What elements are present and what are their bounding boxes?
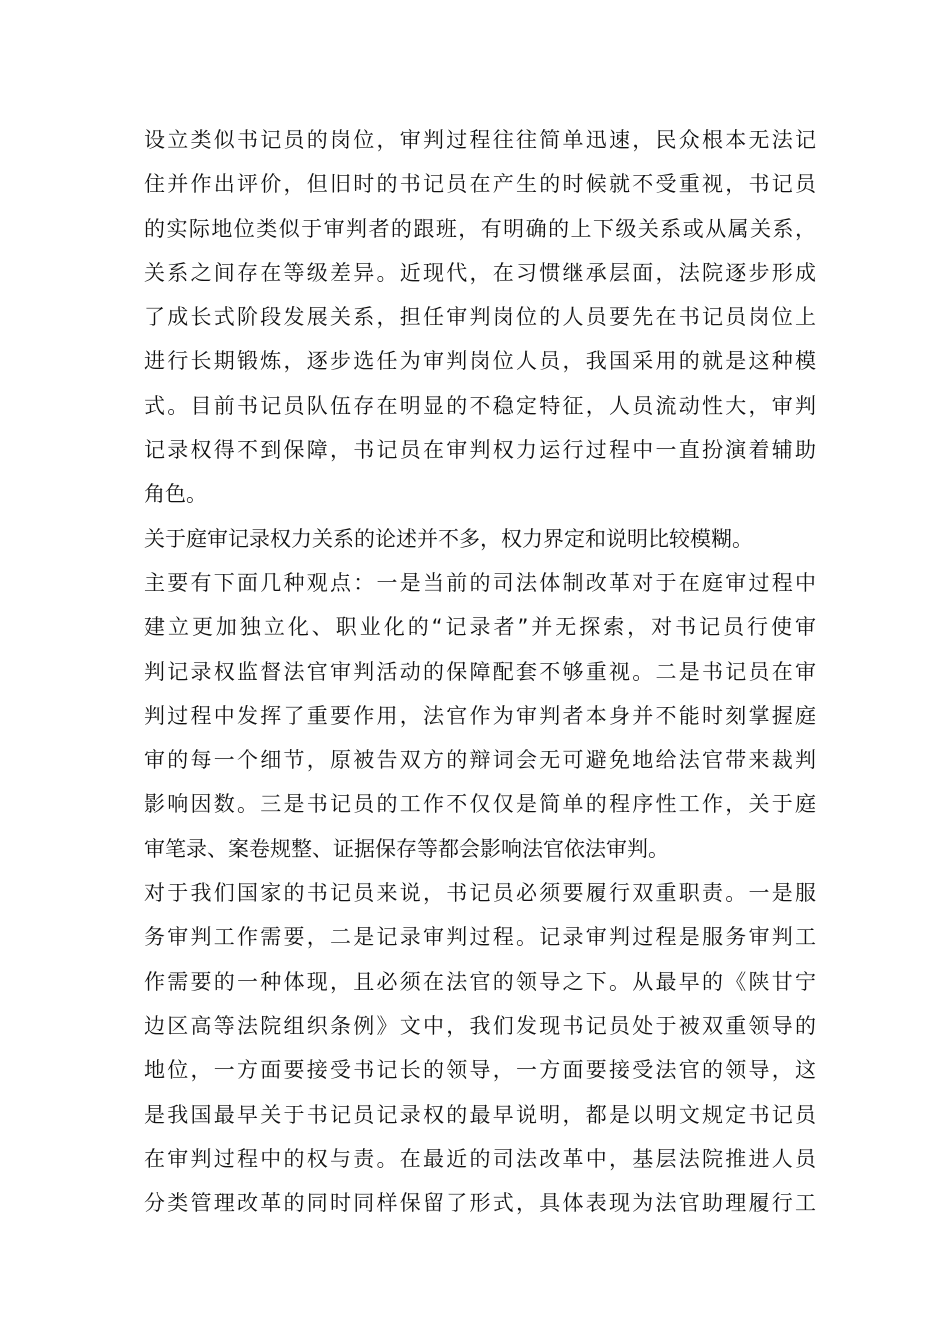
text-line: 记录权得不到保障，书记员在审判权力运行过程中一直扮演着辅助 xyxy=(144,438,816,463)
text-line: 是我国最早关于书记员记录权的最早说明，都是以明文规定书记员 xyxy=(144,1102,816,1127)
text-line: 对于我们国家的书记员来说，书记员必须要履行双重职责。一是服 xyxy=(144,881,816,906)
text-line: 式。目前书记员队伍存在明显的不稳定特征，人员流动性大，审判 xyxy=(144,393,816,418)
text-line: 作需要的一种体现，且必须在法官的领导之下。从最早的《陕甘宁 xyxy=(144,969,816,994)
text-line: 进行长期锻炼，逐步选任为审判岗位人员，我国采用的就是这种模 xyxy=(144,349,816,374)
text-line: 主要有下面几种观点：一是当前的司法体制改革对于在庭审过程中 xyxy=(144,570,816,595)
text-line: 住并作出评价，但旧时的书记员在产生的时候就不受重视，书记员 xyxy=(144,172,816,197)
text-line: 设立类似书记员的岗位，审判过程往往简单迅速，民众根本无法记 xyxy=(144,128,816,152)
text-line: 关系之间存在等级差异。近现代，在习惯继承层面，法院逐步形成 xyxy=(144,260,816,285)
text-line: 判过程中发挥了重要作用，法官作为审判者本身并不能时刻掌握庭 xyxy=(144,703,816,728)
text-line: 角色。 xyxy=(144,482,207,507)
text-line: 地位，一方面要接受书记长的领导，一方面要接受法官的领导，这 xyxy=(144,1058,816,1083)
text-line: 审笔录、案卷规整、证据保存等都会影响法官依法审判。 xyxy=(144,836,669,861)
paragraph-3 xyxy=(144,871,816,1225)
text-line: 边区高等法院组织条例》文中，我们发现书记员处于被双重领导的 xyxy=(144,1013,816,1038)
paragraph-1 xyxy=(144,118,816,517)
text-line: 建立更加独立化、职业化的“记录者”并无探索，对书记员行使审 xyxy=(144,615,816,640)
text-line: 的实际地位类似于审判者的跟班，有明确的上下级关系或从属关系， xyxy=(144,216,816,241)
body-text xyxy=(144,118,816,1225)
text-line: 务审判工作需要，二是记录审判过程。记录审判过程是服务审判工 xyxy=(144,925,816,950)
paragraph-2 xyxy=(144,517,816,871)
text-line: 分类管理改革的同时同样保留了形式，具体表现为法官助理履行工 xyxy=(144,1191,816,1216)
text-line: 影响因数。三是书记员的工作不仅仅是简单的程序性工作，关于庭 xyxy=(144,792,816,817)
text-line: 了成长式阶段发展关系，担任审判岗位的人员要先在书记员岗位上 xyxy=(144,305,816,330)
text-line: 在审判过程中的权与责。在最近的司法改革中，基层法院推进人员 xyxy=(144,1146,816,1171)
text-line: 判记录权监督法官审判活动的保障配套不够重视。二是书记员在审 xyxy=(144,659,816,684)
text-line: 审的每一个细节，原被告双方的辩词会无可避免地给法官带来裁判 xyxy=(144,748,816,773)
text-line: 关于庭审记录权力关系的论述并不多，权力界定和说明比较模糊。 xyxy=(144,526,753,551)
